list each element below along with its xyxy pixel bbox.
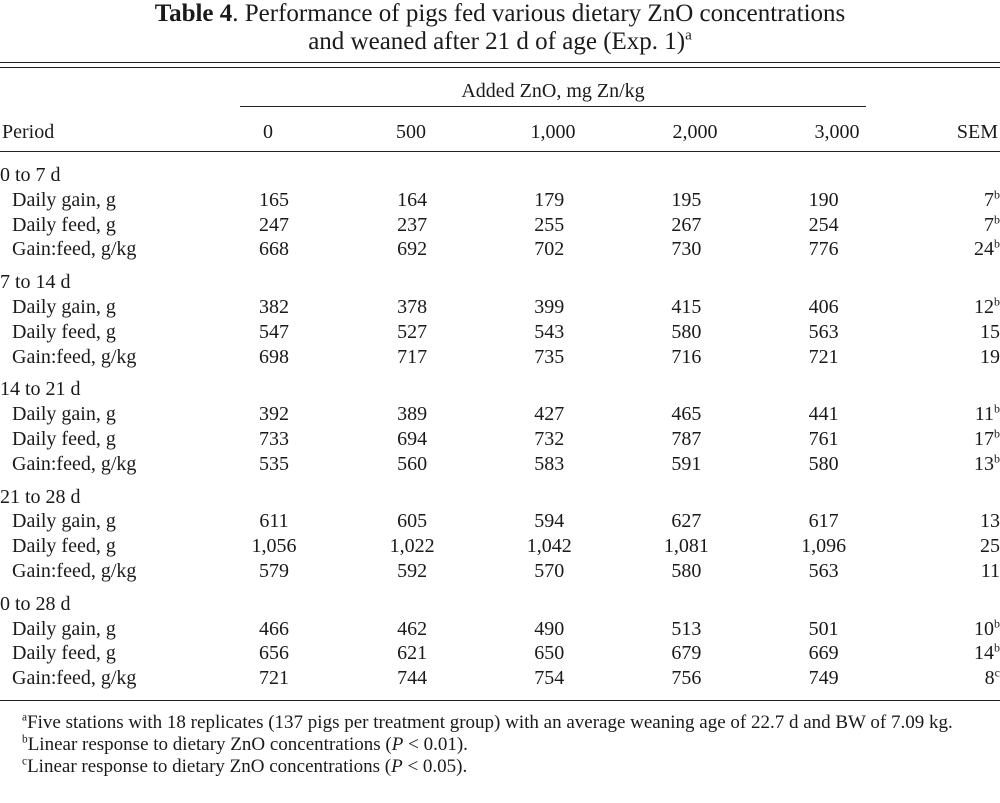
period-row — [0, 262, 1000, 295]
spacer-cell — [302, 641, 384, 666]
cell-value: 392 — [258, 403, 289, 426]
cell-sem — [854, 641, 1000, 666]
row-label: Daily gain, g — [12, 295, 116, 318]
spacer-cell — [580, 641, 656, 666]
header-period: Period — [2, 121, 55, 143]
row-label: Daily feed, g — [12, 213, 116, 236]
spacer-cell — [441, 237, 519, 262]
cell-value: 427 — [534, 403, 565, 426]
sem-value: 8 — [984, 667, 995, 690]
cell-value: 669 — [808, 642, 839, 665]
footnote-a-mark: a — [22, 711, 28, 724]
cell-sem — [854, 666, 1000, 691]
spacer-cell — [717, 402, 793, 427]
spacer-cell — [717, 509, 793, 534]
cell-value: 466 — [258, 617, 289, 640]
cell-value: 527 — [397, 320, 428, 343]
cell-value: 754 — [534, 667, 565, 690]
cell-value: 650 — [534, 642, 565, 665]
row-label: Gain:feed, g/kg — [12, 238, 137, 261]
cell-value: 656 — [258, 642, 289, 665]
caption-line-1 — [0, 0, 1000, 28]
cell-value: 247 — [258, 213, 289, 236]
row-label: Daily feed, g — [12, 535, 116, 558]
caption-line-2 — [0, 28, 1000, 56]
spacer-cell — [580, 345, 656, 370]
cell-sem — [854, 320, 1000, 345]
sem-value: 24 — [974, 238, 994, 261]
cell-value: 254 — [808, 213, 839, 236]
cell-value: 237 — [397, 213, 428, 236]
spacer-cell — [717, 237, 793, 262]
cell-value: 617 — [808, 510, 839, 533]
top-rule-2 — [0, 67, 1000, 68]
sem-value: 13 — [980, 510, 1000, 533]
spacer-cell — [302, 213, 384, 238]
sem-footnote-mark: b — [994, 615, 1000, 630]
footnote-b — [0, 734, 1000, 756]
sem-value: 17 — [974, 427, 994, 450]
cell-value: 721 — [808, 345, 839, 368]
cell-value: 730 — [671, 238, 702, 261]
sem-value: 25 — [980, 535, 1000, 558]
sem-value: 13 — [974, 452, 994, 475]
sem-value: 19 — [980, 345, 1000, 368]
spanner-rule — [240, 106, 866, 107]
header-level-1000: 1,000 — [530, 121, 576, 143]
cell-value: 1,022 — [389, 535, 435, 558]
cell-value: 694 — [397, 427, 428, 450]
table-caption — [0, 0, 1000, 56]
cell-value: 605 — [397, 510, 428, 533]
period-row — [0, 163, 1000, 188]
spacer-cell — [717, 617, 793, 642]
footnote-b-p: P — [391, 734, 404, 755]
sem-footnote-mark: b — [994, 401, 1000, 416]
footnote-c-p: P — [391, 756, 403, 777]
sem-value: 14 — [974, 642, 994, 665]
spacer-cell — [302, 666, 384, 691]
spacer-cell — [717, 427, 793, 452]
table-row — [0, 402, 1000, 427]
cell-value: 378 — [397, 295, 428, 318]
cell-value: 761 — [808, 427, 839, 450]
table-row — [0, 641, 1000, 666]
caption-title-part1: . Performance of pigs fed various dietary ZnO concentrations — [232, 0, 846, 27]
spacer-cell — [441, 509, 519, 534]
spacer-cell — [441, 402, 519, 427]
cell-sem — [854, 509, 1000, 534]
table-row — [0, 534, 1000, 559]
table-row — [0, 559, 1000, 584]
spacer-cell — [580, 509, 656, 534]
cell-sem — [854, 188, 1000, 213]
table-row — [0, 452, 1000, 477]
cell-value: 594 — [534, 510, 565, 533]
column-spanner-heading: Added ZnO, mg Zn/kg — [461, 80, 645, 102]
spacer-cell — [441, 641, 519, 666]
header-level-2000: 2,000 — [672, 121, 718, 143]
cell-value: 179 — [534, 188, 565, 211]
footnote-c — [0, 756, 1000, 778]
cell-value: 415 — [671, 295, 702, 318]
cell-value: 732 — [534, 427, 565, 450]
table-row — [0, 509, 1000, 534]
spacer-cell — [441, 345, 519, 370]
spacer-cell — [717, 345, 793, 370]
cell-value: 389 — [397, 403, 428, 426]
spacer-cell — [302, 188, 384, 213]
cell-value: 756 — [671, 667, 702, 690]
cell-value: 501 — [808, 617, 839, 640]
spacer-cell — [441, 213, 519, 238]
cell-value: 776 — [808, 238, 839, 261]
cell-value: 513 — [671, 617, 702, 640]
cell-value: 267 — [671, 213, 702, 236]
header-level-0: 0 — [263, 121, 273, 143]
cell-value: 735 — [534, 345, 565, 368]
sem-footnote-mark: b — [994, 294, 1000, 309]
table-row — [0, 427, 1000, 452]
spacer-cell — [580, 320, 656, 345]
spacer-cell — [717, 320, 793, 345]
footnote-b-threshold: < 0.01). — [403, 734, 468, 755]
period-row — [0, 584, 1000, 617]
spacer-cell — [717, 534, 793, 559]
period-label: 21 to 28 d — [0, 485, 81, 508]
caption-footnote-mark: a — [685, 27, 692, 44]
header-sem: SEM — [956, 121, 998, 143]
period-label: 0 to 7 d — [0, 164, 61, 186]
cell-value: 535 — [258, 452, 289, 475]
sem-value: 10 — [974, 617, 994, 640]
cell-value: 165 — [258, 188, 289, 211]
row-label: Daily feed, g — [12, 427, 116, 450]
spacer-cell — [580, 452, 656, 477]
footnote-b-mark: b — [22, 733, 28, 746]
cell-sem — [854, 402, 1000, 427]
footnote-c-mark: c — [22, 755, 28, 768]
cell-value: 399 — [534, 295, 565, 318]
spacer-cell — [580, 666, 656, 691]
cell-value: 195 — [671, 188, 702, 211]
cell-sem — [854, 295, 1000, 320]
sem-footnote-mark: b — [994, 187, 1000, 202]
cell-value: 465 — [671, 403, 702, 426]
sem-value: 11 — [974, 403, 994, 426]
spacer-cell — [717, 452, 793, 477]
cell-value: 1,081 — [663, 535, 709, 558]
spacer-cell — [717, 559, 793, 584]
caption-title-part2: and weaned after 21 d of age (Exp. 1) — [308, 28, 686, 55]
cell-value: 580 — [671, 559, 702, 582]
bottom-rule — [0, 700, 1000, 701]
cell-value: 406 — [808, 295, 839, 318]
row-label: Daily gain, g — [12, 403, 116, 426]
table-row — [0, 237, 1000, 262]
sem-footnote-mark: b — [994, 236, 1000, 251]
cell-value: 583 — [534, 452, 565, 475]
sem-value: 12 — [974, 295, 994, 318]
cell-value: 255 — [534, 213, 565, 236]
cell-value: 717 — [397, 345, 428, 368]
spacer-cell — [717, 188, 793, 213]
cell-value: 547 — [258, 320, 289, 343]
cell-sem — [854, 427, 1000, 452]
spacer-cell — [441, 559, 519, 584]
table-row — [0, 666, 1000, 691]
spacer-cell — [580, 534, 656, 559]
cell-value: 579 — [258, 559, 289, 582]
spacer-cell — [441, 452, 519, 477]
row-label: Daily gain, g — [12, 188, 116, 211]
spacer-cell — [441, 666, 519, 691]
cell-value: 462 — [397, 617, 428, 640]
table-row — [0, 295, 1000, 320]
row-label: Gain:feed, g/kg — [12, 559, 137, 582]
table-row — [0, 320, 1000, 345]
cell-value: 744 — [397, 667, 428, 690]
cell-sem — [854, 237, 1000, 262]
table-body — [0, 163, 1000, 691]
sem-value: 11 — [980, 559, 1000, 582]
footnote-c-threshold: < 0.05). — [402, 756, 468, 777]
cell-value: 679 — [671, 642, 702, 665]
header-rule — [0, 151, 1000, 152]
spacer-cell — [717, 666, 793, 691]
period-label: 0 to 28 d — [0, 592, 71, 615]
cell-value: 733 — [258, 427, 289, 450]
spacer-cell — [441, 295, 519, 320]
cell-value: 668 — [258, 238, 289, 261]
cell-value: 749 — [808, 667, 839, 690]
cell-value: 702 — [534, 238, 565, 261]
top-rule-1 — [0, 62, 1000, 63]
period-label: 7 to 14 d — [0, 271, 71, 294]
cell-value: 698 — [258, 345, 289, 368]
spacer-cell — [580, 237, 656, 262]
table-row — [0, 188, 1000, 213]
spacer-cell — [302, 345, 384, 370]
sem-footnote-mark: b — [994, 426, 1000, 441]
sem-footnote-mark: c — [994, 665, 1000, 680]
footnote-c-text: Linear response to dietary ZnO concentrations ( — [27, 756, 392, 777]
spacer-cell — [580, 427, 656, 452]
spacer-cell — [717, 641, 793, 666]
spacer-cell — [580, 213, 656, 238]
table-row — [0, 617, 1000, 642]
sem-value: 7 — [984, 188, 994, 211]
cell-value: 441 — [808, 403, 839, 426]
cell-value: 611 — [259, 510, 289, 533]
cell-sem — [854, 452, 1000, 477]
spacer-cell — [302, 427, 384, 452]
sem-value: 7 — [984, 213, 994, 236]
row-label: Gain:feed, g/kg — [12, 345, 137, 368]
spacer-cell — [580, 402, 656, 427]
cell-value: 560 — [397, 452, 428, 475]
spacer-cell — [441, 534, 519, 559]
spacer-cell — [302, 402, 384, 427]
spacer-cell — [302, 452, 384, 477]
spacer-cell — [441, 188, 519, 213]
spacer-cell — [302, 509, 384, 534]
sem-footnote-mark: b — [994, 640, 1000, 655]
row-label: Daily feed, g — [12, 642, 116, 665]
spacer-cell — [580, 559, 656, 584]
spacer-cell — [302, 617, 384, 642]
table-label: Table 4 — [154, 0, 233, 27]
cell-value: 592 — [397, 559, 428, 582]
cell-value: 721 — [258, 667, 289, 690]
cell-value: 164 — [397, 188, 428, 211]
cell-value: 692 — [397, 238, 428, 261]
cell-sem — [854, 345, 1000, 370]
spacer-cell — [580, 617, 656, 642]
cell-sem — [854, 534, 1000, 559]
cell-value: 190 — [808, 188, 839, 211]
data-table — [0, 163, 1000, 691]
spacer-cell — [441, 617, 519, 642]
header-level-500: 500 — [396, 121, 426, 143]
table-row — [0, 345, 1000, 370]
table-row — [0, 213, 1000, 238]
spacer-cell — [441, 320, 519, 345]
cell-value: 580 — [808, 452, 839, 475]
footnote-a — [0, 712, 1000, 734]
period-row — [0, 477, 1000, 510]
spacer-cell — [580, 295, 656, 320]
cell-sem — [854, 559, 1000, 584]
footnotes — [0, 712, 1000, 778]
cell-value: 580 — [671, 320, 702, 343]
spacer-cell — [580, 188, 656, 213]
cell-value: 1,042 — [526, 535, 572, 558]
spacer-cell — [302, 534, 384, 559]
row-label: Gain:feed, g/kg — [12, 452, 137, 475]
sem-value: 15 — [980, 320, 1000, 343]
row-label: Daily gain, g — [12, 510, 116, 533]
cell-value: 591 — [671, 452, 702, 475]
cell-value: 787 — [671, 427, 702, 450]
spacer-cell — [302, 237, 384, 262]
header-level-3000: 3,000 — [814, 121, 860, 143]
cell-value: 382 — [258, 295, 289, 318]
cell-value: 563 — [808, 559, 839, 582]
footnote-b-text: Linear response to dietary ZnO concentrations ( — [27, 734, 392, 755]
cell-value: 627 — [671, 510, 702, 533]
sem-footnote-mark: b — [994, 451, 1000, 466]
cell-value: 716 — [671, 345, 702, 368]
cell-value: 1,056 — [251, 535, 297, 558]
cell-value: 563 — [808, 320, 839, 343]
cell-sem — [854, 213, 1000, 238]
cell-value: 1,096 — [801, 535, 847, 558]
cell-value: 570 — [534, 559, 565, 582]
spacer-cell — [441, 427, 519, 452]
cell-value: 621 — [397, 642, 428, 665]
row-label: Daily gain, g — [12, 617, 116, 640]
spacer-cell — [717, 213, 793, 238]
sem-footnote-mark: b — [994, 211, 1000, 226]
period-row — [0, 369, 1000, 402]
cell-sem — [854, 617, 1000, 642]
row-label: Gain:feed, g/kg — [12, 667, 137, 690]
period-label: 14 to 21 d — [0, 378, 81, 401]
row-label: Daily feed, g — [12, 320, 116, 343]
cell-value: 490 — [534, 617, 565, 640]
spacer-cell — [717, 295, 793, 320]
spacer-cell — [302, 295, 384, 320]
footnote-a-text: Five stations with 18 replicates (137 pigs per treatment group) with an average weaning age of 22.7 d and BW of 7.09 kg. — [27, 712, 953, 733]
spacer-cell — [302, 320, 384, 345]
spacer-cell — [302, 559, 384, 584]
cell-value: 543 — [534, 320, 565, 343]
